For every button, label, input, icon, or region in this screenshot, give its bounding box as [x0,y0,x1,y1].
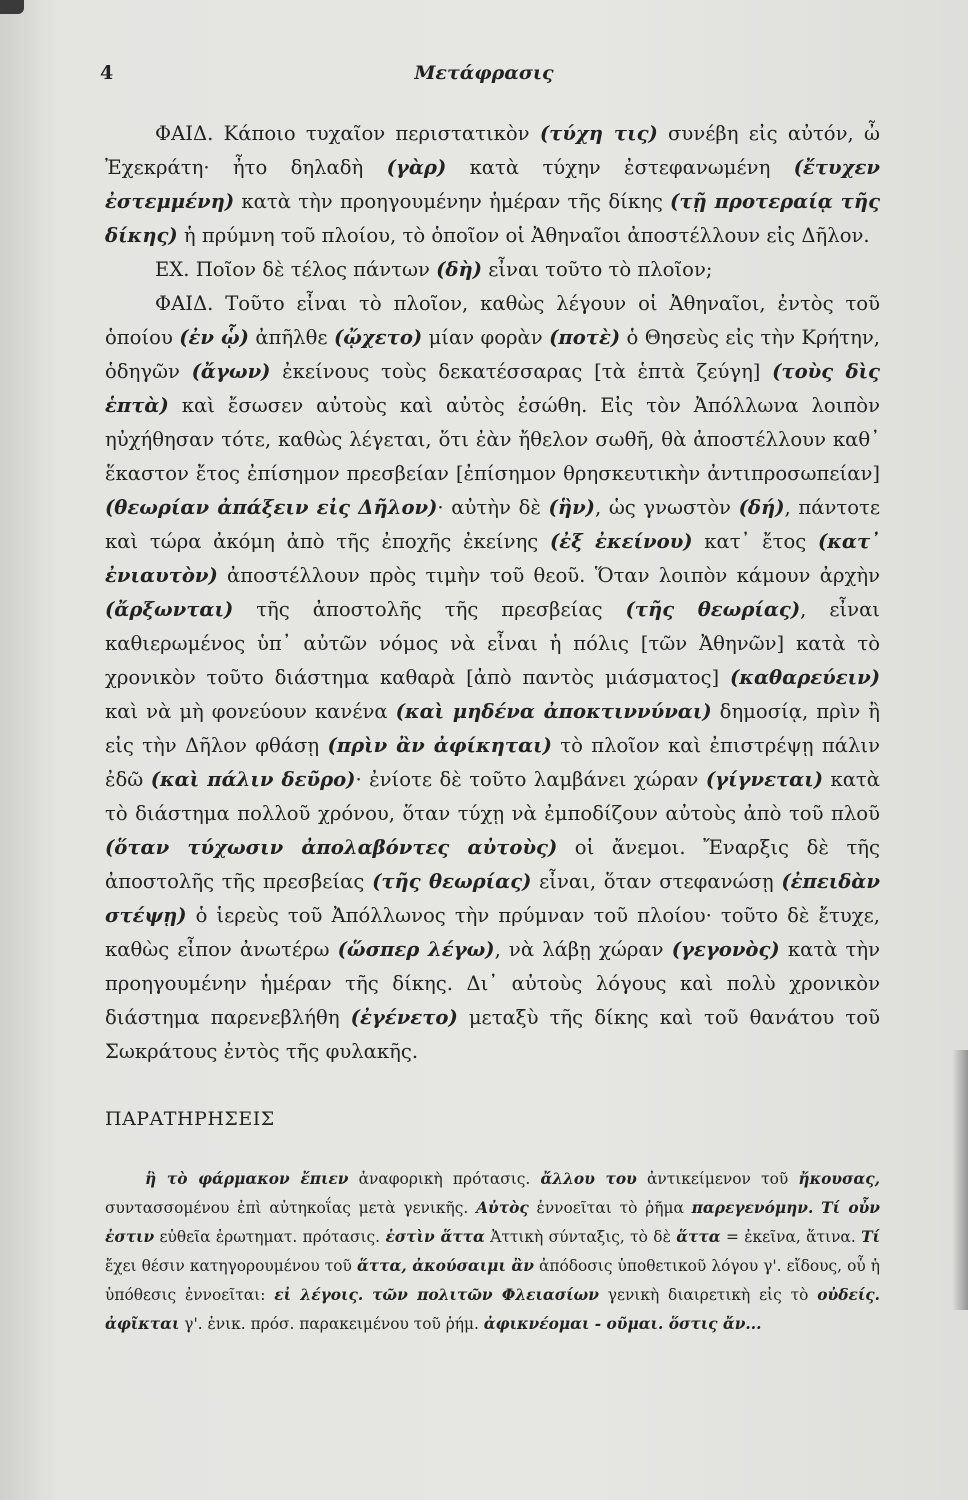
text-run: γενικὴ διαιρετικὴ εἰς τὸ [598,1286,818,1305]
greek-original-phrase: (ᾤχετο) [333,326,423,349]
greek-original-phrase: (τοὺς δὶς ἑπτὰ) [105,360,880,417]
text-run: ΦΑΙΔ. Κάποιο τυχαῖον περιστατικὸν [155,122,540,145]
running-title: Μετάφρασις [414,62,554,84]
greek-original-phrase: οὐδείς. [817,1286,880,1305]
page-number: 4 [100,62,114,84]
greek-original-phrase: ἐστὶν ἅττα [385,1228,485,1247]
text-run: τῆς ἀποστολῆς τῆς πρεσβείας [233,598,626,621]
text-run: εἶναι, ὅταν στεφανώσῃ [531,870,782,893]
greek-original-phrase: (γίγνεται) [705,768,824,791]
greek-original-phrase: (ἐπειδὰν στέψῃ) [105,870,880,927]
greek-original-phrase: (πρὶν ἂν ἀφίκηται) [327,734,552,757]
text-run [813,1199,821,1217]
text-run: Ἀττικὴ σύνταξις, τὸ δὲ [484,1228,677,1247]
greek-original-phrase: (γεγονὸς) [671,938,780,961]
remarks-heading: ΠΑΡΑΤΗΡΗΣΕΙΣ [105,1108,275,1130]
text-run: συντασσομένου ἐπὶ αὐτηκοΐας μετὰ γενικῆς. [105,1199,477,1218]
text-run: ἐννοεῖται τὸ ῥῆμα [528,1199,692,1218]
text-run: ἀπόδοσις ὑποθετικοῦ λόγου γ'. εἴδους, οὗ ἡ ὑπόθεσις ἐννοεῖται: [105,1257,880,1305]
text-run: , πάντοτε καὶ τώρα ἀκόμη ἀπὸ τῆς ἐποχῆς ἐκείνης [105,496,881,553]
greek-original-phrase: (ἐγένετο) [350,1006,458,1029]
text-run: μίαν φορὰν [422,326,550,349]
greek-original-phrase: (ποτὲ) [549,326,621,349]
text-run: ΦΑΙΔ. Τοῦτο εἶναι τὸ πλοῖον, καθὼς λέγουν οἱ Ἀθηναῖοι, ἐντὸς τοῦ ὁποίου [105,292,880,349]
text-run: · αὐτὴν δὲ [437,496,549,519]
text-run: τὸ πλοῖον καὶ ἐπιστρέψῃ πάλιν ἐδῶ [105,734,880,791]
greek-original-phrase: (ὥσπερ λέγω) [337,938,495,961]
text-run: κατὰ τύχην ἐστεφανωμένη [446,156,794,179]
text-run: ὁ ἱερεὺς τοῦ Ἀπόλλωνος τὴν πρύμναν τοῦ πλοίου· τοῦτο δὲ ἔτυχε, καθὼς εἶπον ἀνωτέρω [105,904,880,961]
greek-original-phrase: τῶν πολιτῶν Φλειασίων [372,1286,599,1305]
greek-original-phrase: ἀφικνέομαι - οῦμαι. ὅστις ἄν... [483,1315,762,1334]
text-run: ἀναφορικὴ πρότασις. [348,1170,541,1189]
text-run: ἀπῆλθε [248,326,334,349]
greek-original-phrase: (τῇ προτεραίᾳ τῆς δίκης) [105,190,880,247]
greek-original-phrase: Τί οὖν ἐστιν [105,1199,880,1247]
text-run: καὶ ἔσωσεν αὐτοὺς καὶ αὐτὸς ἐσώθη. Εἰς τὸν Ἀπόλλωνα λοιπὸν ηὐχήθησαν τότε, καθὼς λέγεται, ὅτι ἐὰν ἤθελον σωθῆ, θὰ ἀποστέλλουν καθ᾽ ἕκαστον ἔτος ἐπίσημον πρεσβείαν [ἐπίσημον θρησκευτικὴν ἀντιπροσωπείαν] [105,394,880,485]
greek-original-phrase: (τῆς θεωρίας) [372,870,532,893]
greek-original-phrase: (δὴ) [436,258,482,281]
greek-original-phrase: (τῆς θεωρίας) [625,598,801,621]
greek-original-phrase: ἤκουσας, [798,1170,880,1189]
text-run: ἐκείνους τοὺς δεκατέσσαρας [τὰ ἑπτὰ ζεύγη] [270,360,773,383]
greek-original-phrase: (ἔτυχεν ἐστεμμένη) [105,156,880,213]
text-run: ἔχει θέσιν κατηγορουμένου τοῦ [105,1257,357,1276]
text-run [363,1286,372,1304]
greek-original-phrase: (ὅταν τύχωσιν ἀπολαβόντες αὐτοὺς) [105,836,558,859]
scan-corner-shadow [0,0,24,14]
greek-original-phrase: ἣ τὸ φάρμακον ἔπιεν [145,1170,349,1189]
paragraph-phaedo-2 [105,287,880,1069]
translation-text [105,117,880,1069]
greek-original-phrase: ἅττα [676,1228,721,1247]
text-run: , εἶναι καθιερωμένος ὑπ᾽ αὐτῶν νόμος νὰ εἶναι ἡ πόλις [τῶν Ἀθηνῶν] κατὰ τὸ χρονικὸν τοῦτο διάστημα καθαρὰ [ἀπὸ παντὸς μιάσματος] [105,598,880,689]
greek-original-phrase: (ἐξ ἐκείνου) [549,530,693,553]
greek-original-phrase: ἅττα, ἀκούσαιμι ἂν [356,1257,534,1276]
text-run: καὶ νὰ μὴ φονεύουν κανένα [105,700,396,723]
text-run: κατὰ τὴν προηγουμένην ἡμέραν τῆς δίκης. Δι᾽ αὐτοὺς λόγους καὶ πολὺ χρονικὸν διάστημα παρενεβλήθη [105,938,881,1029]
text-run: εὐθεῖα ἐρωτηματ. πρότασις. [154,1228,386,1247]
greek-original-phrase: (θεωρίαν ἀπάξειν εἰς Δῆλον) [105,496,438,519]
text-run: κατὰ τὴν προηγουμένην ἡμέραν τῆς δίκης [234,190,671,213]
greek-original-phrase: (ἄγων) [191,360,271,383]
greek-original-phrase: (ἐν ᾧ) [179,326,249,349]
greek-original-phrase: Τί [861,1228,880,1247]
text-run: γ'. ἑνικ. πρόσ. παρακειμένου τοῦ ῥήμ. [179,1315,484,1334]
remarks-notes [105,1165,880,1339]
greek-original-phrase: (κατ᾽ ἐνιαυτὸν) [105,530,880,587]
text-run: = ἐκεῖνα, ἅτινα. [720,1228,862,1247]
paragraph-phaedo-1 [105,117,880,253]
greek-original-phrase: (ἣν) [548,496,595,519]
text-run: κατ᾽ ἔτος [692,530,818,553]
page-header [100,62,868,92]
greek-original-phrase: (τύχη τις) [539,122,658,145]
greek-original-phrase: (γὰρ) [386,156,447,179]
text-run: ἀποστέλλουν πρὸς τιμὴν τοῦ θεοῦ. Ὅταν λοιπὸν κάμουν ἀρχὴν [217,564,880,587]
text-run: · ἐνίοτε δὲ τοῦτο λαμβάνει χώραν [355,768,706,791]
scan-edge-shadow [952,1050,968,1310]
greek-original-phrase: (καὶ πάλιν δεῦρο) [150,768,356,791]
greek-original-phrase: παρεγενόμην. [691,1199,814,1218]
text-run: δημοσίᾳ, πρὶν ἢ εἰς τὴν Δῆλον φθάσῃ [105,700,880,757]
greek-original-phrase: ἀφῖκται [105,1315,180,1334]
greek-original-phrase: ἄλλου του [540,1170,637,1189]
text-run: ὁ Θησεὺς εἰς τὴν Κρήτην, ὁδηγῶν [105,326,881,383]
greek-original-phrase: (καθαρεύειν) [730,666,880,689]
text-run: ΕΧ. Ποῖον δὲ τέλος πάντων [155,258,437,281]
greek-original-phrase: εἰ λέγοις. [274,1286,364,1305]
text-run: οἱ ἄνεμοι. Ἔναρξις δὲ τῆς ἀποστολῆς τῆς πρεσβείας [105,836,881,893]
greek-original-phrase: (ἄρξωνται) [105,598,234,621]
text-run: , νὰ λάβῃ χώραν [494,938,672,961]
greek-original-phrase: (δή) [738,496,785,519]
text-run: , ὡς γνωστὸν [594,496,739,519]
paragraph-echecrates [105,253,880,287]
text-run: εἶναι τοῦτο τὸ πλοῖον; [482,258,713,281]
text-run: μεταξὺ τῆς δίκης καὶ τοῦ θανάτου τοῦ Σωκράτους ἐντὸς τῆς φυλακῆς. [105,1006,880,1063]
text-run: ἡ πρύμνη τοῦ πλοίου, τὸ ὁποῖον οἱ Ἀθηναῖοι ἀποστέλλουν εἰς Δῆλον. [177,224,870,247]
text-run: συνέβη εἰς αὐτόν, ὦ Ἐχεκράτη· ἦτο δηλαδὴ [105,122,880,179]
text-run: ἀντικείμενον τοῦ [636,1170,799,1189]
greek-original-phrase: (καὶ μηδένα ἀποκτιννύναι) [395,700,712,723]
greek-original-phrase: Αὐτὸς [476,1199,529,1218]
text-run: κατὰ τὸ διάστημα πολλοῦ χρόνου, ὅταν τύχῃ νὰ ἐμποδίζουν αὐτοὺς ἀπὸ τοῦ πλοῦ [105,768,880,825]
